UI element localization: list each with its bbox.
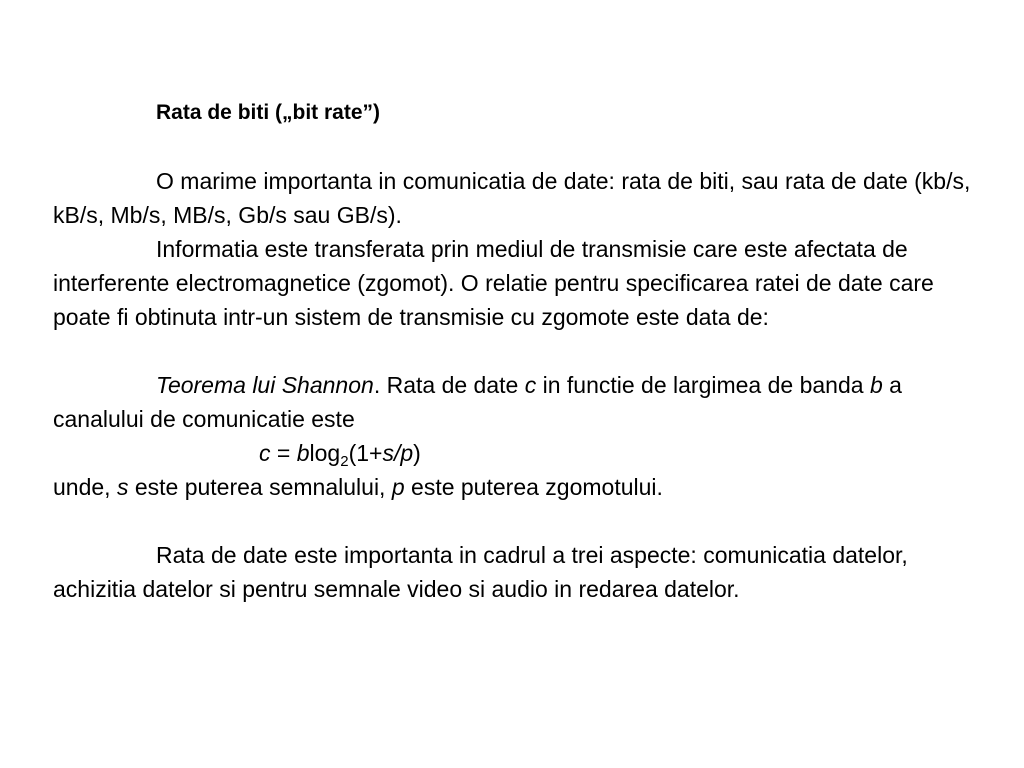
spacer xyxy=(53,130,973,164)
spacer xyxy=(53,504,973,538)
theorem-text-3: a canalului de comunicatie este xyxy=(53,372,902,432)
theorem-text-1: . Rata de date xyxy=(373,372,525,398)
formula-open: (1+ xyxy=(348,440,383,466)
where-text-3: este puterea zgomotului. xyxy=(404,474,663,500)
formula-close: ) xyxy=(413,440,421,466)
formula-b: b xyxy=(296,440,310,466)
theorem-name: Teorema lui Shannon xyxy=(156,372,374,398)
formula-log-base: 2 xyxy=(340,453,349,470)
spacer xyxy=(53,334,973,368)
var-b: b xyxy=(869,372,883,398)
where-text-1: unde, xyxy=(53,474,117,500)
var-p: p xyxy=(391,474,405,500)
paragraph-shannon-theorem xyxy=(53,368,973,436)
theorem-text-2: in functie de largimea de banda xyxy=(536,372,870,398)
paragraph-importance: Rata de date este importanta in cadrul a trei aspecte: comunicatia datelor, achizitia datelor si pentru semnale video si audio in redarea datelor. xyxy=(53,542,908,602)
var-c: c xyxy=(524,372,537,398)
paragraph-bit-rate-definition: O marime importanta in comunicatia de date: rata de biti, sau rata de date (kb/s, kB/s, Mb/s, MB/s, Gb/s sau GB/s). xyxy=(53,168,971,228)
formula-log: log xyxy=(309,440,341,466)
formula-c: c xyxy=(259,440,271,466)
shannon-formula xyxy=(53,436,973,470)
formula-s-over-p: s/p xyxy=(382,440,414,466)
var-s: s xyxy=(116,474,129,500)
paragraph-transmission-noise: Informatia este transferata prin mediul de transmisie care este afectata de interferente electromagnetice (zgomot). O relatie pentru specificarea ratei de date care poate fi obtinuta intr-un sistem de transmisie cu zgomote este data de: xyxy=(53,236,934,330)
where-text-2: este puterea semnalului, xyxy=(128,474,392,500)
formula-eq: = xyxy=(270,440,297,466)
slide-title: Rata de biti („bit rate”) xyxy=(156,101,381,124)
slide-body xyxy=(53,96,973,606)
paragraph-where xyxy=(53,470,973,504)
